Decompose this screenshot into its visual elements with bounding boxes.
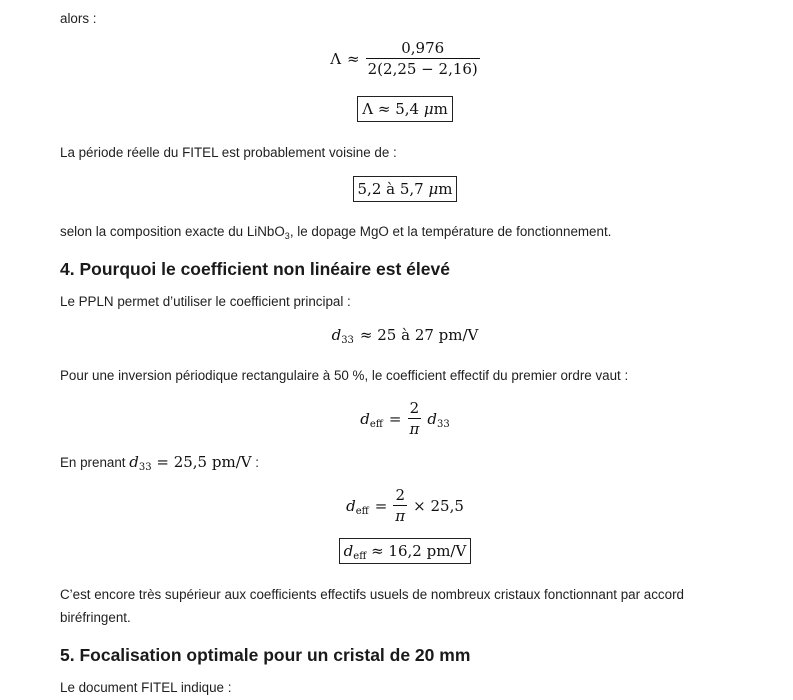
eq-rhs: ≈ 25 à 27 pm/V	[359, 326, 479, 344]
eq-numerator: 0,976	[401, 39, 445, 57]
eq-unit-mu: μ	[423, 100, 434, 118]
selon-text-2: , le dopage MgO et la température de fonctionnement.	[289, 224, 612, 239]
eq-sub-eff: eff	[355, 505, 369, 517]
eq-fraction	[408, 398, 422, 439]
heading-section-5: 5. Focalisation optimale pour un cristal de 20 mm	[60, 645, 471, 665]
prenant-tail: :	[251, 455, 260, 470]
eq-numerator: 2	[409, 399, 420, 417]
eq-lambda-symbol: Λ	[362, 100, 374, 118]
eq-equals: =	[374, 496, 388, 515]
eq-approx-symbol: ≈	[377, 100, 391, 118]
prenant-text: En prenant	[60, 455, 130, 470]
eq-fraction	[393, 485, 407, 526]
eq-range-text: 5,2 à 5,7	[357, 180, 429, 198]
paragraph-selon	[60, 220, 611, 243]
paragraph-superieur-line1: C’est encore très supérieur aux coefficients effectifs usuels de nombreux cristaux fonctionnant par accord	[60, 587, 684, 602]
eq-approx-symbol: ≈	[347, 49, 360, 68]
inline-d-symbol: d	[129, 453, 139, 471]
paragraph-prenant	[60, 451, 259, 474]
boxed-result	[357, 96, 453, 122]
equation-lambda-fraction	[60, 38, 750, 79]
equation-d33	[60, 326, 750, 344]
eq-unit-m: m	[433, 100, 448, 118]
eq-d-symbol: d	[331, 326, 342, 344]
eq-denominator: 2(2,25 − 2,16)	[367, 60, 478, 78]
eq-sub-eff: eff	[369, 418, 383, 430]
equation-deff-numeric	[60, 485, 750, 526]
eq-numerator: 2	[395, 486, 405, 504]
eq-d-symbol: d	[346, 496, 356, 515]
inline-value: = 25,5 pm/V	[151, 453, 252, 471]
eq-unit-m: m	[438, 180, 453, 198]
eq-sub-33: 33	[436, 418, 450, 430]
eq-rhs: × 25,5	[413, 496, 464, 515]
inline-sub-33: 33	[138, 462, 152, 473]
eq-d-symbol: d	[360, 409, 370, 428]
paragraph-fitel: Le document FITEL indique :	[60, 680, 232, 695]
heading-section-4: 4. Pourquoi le coefficient non linéaire est élevé	[60, 259, 450, 279]
eq-unit-mu: μ	[428, 180, 439, 198]
eq-d-symbol: d	[343, 542, 354, 560]
paragraph-intro: alors :	[60, 11, 97, 26]
equation-deff-formula	[60, 398, 750, 439]
eq-denominator: π	[395, 507, 406, 525]
eq-d-symbol: d	[427, 409, 437, 428]
boxed-range	[353, 176, 458, 202]
eq-value: 5,4	[395, 100, 424, 118]
equation-period-range	[60, 176, 750, 202]
eq-lambda-symbol: Λ	[330, 49, 342, 68]
paragraph-periode: La période réelle du FITEL est probablement voisine de :	[60, 145, 397, 160]
paragraph-ppln: Le PPLN permet d’utiliser le coefficient principal :	[60, 294, 351, 309]
selon-text-1: selon la composition exacte du LiNbO	[60, 224, 285, 239]
boxed-result	[339, 538, 472, 564]
eq-sub-33: 33	[341, 335, 354, 346]
eq-fraction	[366, 38, 480, 79]
equation-lambda-result	[60, 96, 750, 122]
eq-denominator: π	[409, 420, 420, 438]
eq-sub-eff: eff	[353, 551, 367, 562]
eq-rhs: ≈ 16,2 pm/V	[371, 542, 467, 560]
paragraph-superieur-line2: biréfringent.	[60, 610, 131, 625]
equation-deff-result	[60, 538, 750, 564]
eq-equals: =	[388, 409, 402, 428]
paragraph-inversion: Pour une inversion périodique rectangulaire à 50 %, le coefficient effectif du premier ordre vaut :	[60, 368, 629, 383]
subscript-3: 3	[284, 231, 290, 241]
